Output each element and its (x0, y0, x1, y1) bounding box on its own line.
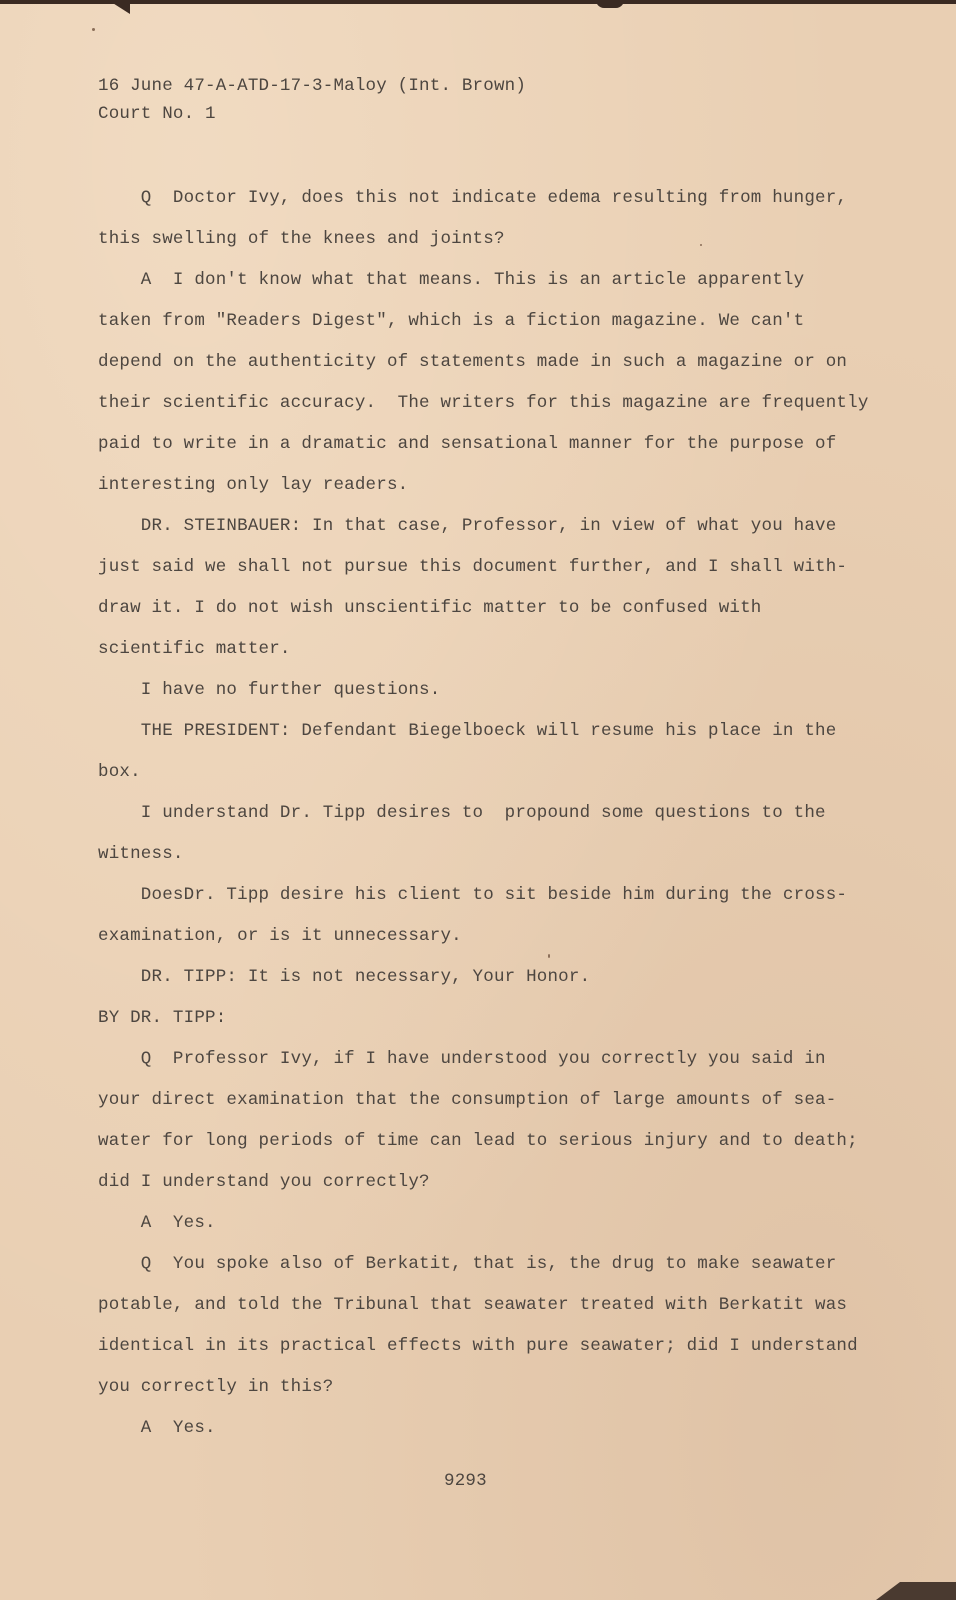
text-line: water for long periods of time can lead to serious injury and to death; (98, 1131, 858, 1151)
text-line: depend on the authenticity of statements made in such a magazine or on (98, 352, 848, 372)
text-line: I have no further questions. (98, 680, 441, 700)
scan-notch-left (108, 0, 130, 14)
text-line: DR. STEINBAUER: In that case, Professor, in view of what you have (98, 516, 837, 536)
text-line: BY DR. TIPP: (98, 1008, 227, 1028)
text-line: box. (98, 762, 141, 782)
text-line: identical in its practical effects with pure seawater; did I understand (98, 1336, 858, 1356)
text-line: did I understand you correctly? (98, 1172, 430, 1192)
scan-notch-right (596, 0, 624, 8)
text-line: this swelling of the knees and joints? (98, 229, 505, 249)
text-line: A I don't know what that means. This is an article apparently (98, 270, 805, 290)
text-line: your direct examination that the consumption of large amounts of sea- (98, 1090, 837, 1110)
scan-top-edge (0, 0, 956, 4)
page-number: 9293 (444, 1471, 487, 1491)
text-line: potable, and told the Tribunal that seawater treated with Berkatit was (98, 1295, 848, 1315)
header-line-1: 16 June 47-A-ATD-17-3-Maloy (Int. Brown) (98, 76, 527, 96)
text-line: Q Doctor Ivy, does this not indicate edema resulting from hunger, (98, 188, 848, 208)
paper-speck (548, 954, 550, 958)
text-line: DR. TIPP: It is not necessary, Your Honor. (98, 967, 591, 987)
text-line: Q You spoke also of Berkatit, that is, the drug to make seawater (98, 1254, 837, 1274)
text-line: you correctly in this? (98, 1377, 334, 1397)
text-line: I understand Dr. Tipp desires to propound some questions to the (98, 803, 826, 823)
text-line: just said we shall not pursue this document further, and I shall with- (98, 557, 848, 577)
text-line: scientific matter. (98, 639, 291, 659)
text-line: draw it. I do not wish unscientific matter to be confused with (98, 598, 762, 618)
text-line: taken from "Readers Digest", which is a fiction magazine. We can't (98, 311, 805, 331)
text-line: A Yes. (98, 1213, 216, 1233)
text-line: DoesDr. Tipp desire his client to sit beside him during the cross- (98, 885, 848, 905)
text-line: Q Professor Ivy, if I have understood you correctly you said in (98, 1049, 826, 1069)
text-line: A Yes. (98, 1418, 216, 1438)
text-line: interesting only lay readers. (98, 475, 409, 495)
text-line: witness. (98, 844, 184, 864)
header-line-2: Court No. 1 (98, 104, 216, 124)
paper-speck (700, 244, 702, 246)
paper-speck (92, 28, 95, 31)
text-line: paid to write in a dramatic and sensational manner for the purpose of (98, 434, 837, 454)
text-line: examination, or is it unnecessary. (98, 926, 462, 946)
text-line: their scientific accuracy. The writers for this magazine are frequently (98, 393, 869, 413)
text-line: THE PRESIDENT: Defendant Biegelboeck will resume his place in the (98, 721, 837, 741)
scan-corner (876, 1582, 956, 1600)
